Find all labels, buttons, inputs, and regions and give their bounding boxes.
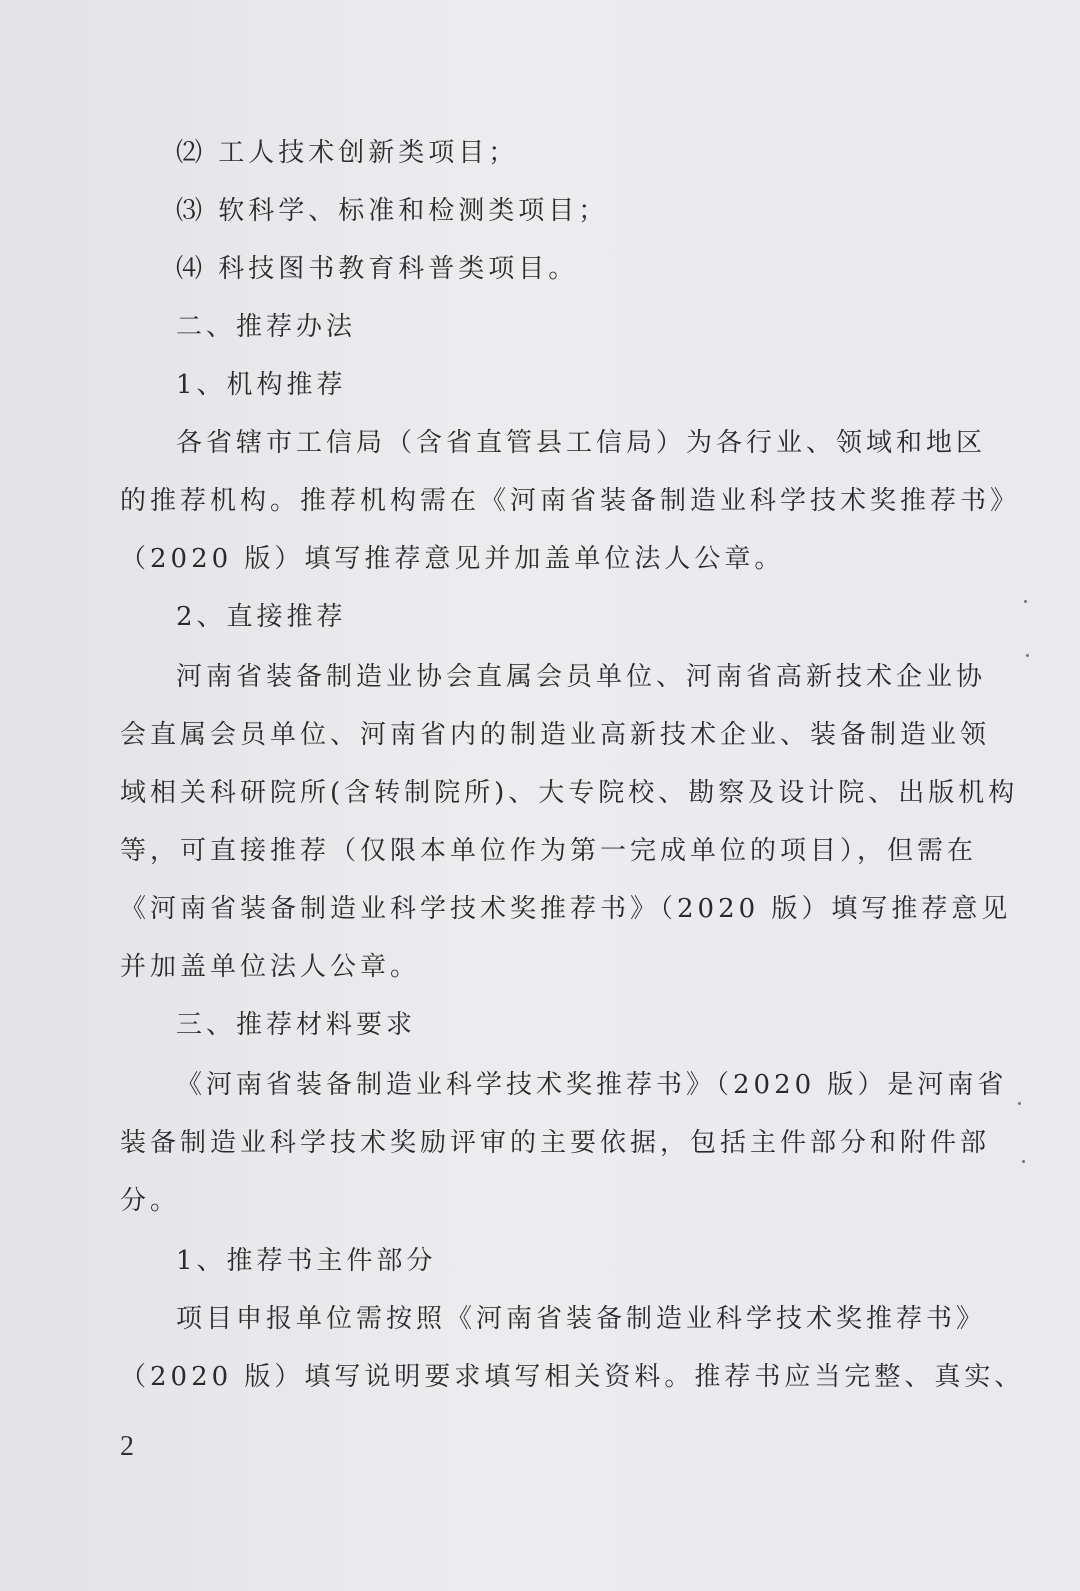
speck-mark — [1024, 600, 1027, 603]
section-heading-3: 三、推荐材料要求 — [176, 1010, 417, 1040]
paragraph-line: （2020 版）填写推荐意见并加盖单位法人公章。 — [120, 544, 785, 574]
list-item-4: ⑷ 科技图书教育科普类项目。 — [176, 254, 579, 284]
speck-mark — [1026, 654, 1029, 657]
paragraph-line: 《河南省装备制造业科学技术奖推荐书》（2020 版）填写推荐意见 — [120, 894, 1012, 924]
paragraph-line: 装备制造业科学技术奖励评审的主要依据，包括主件部分和附件部 — [120, 1128, 991, 1158]
paragraph-line: 会直属会员单位、河南省内的制造业高新技术企业、装备制造业领 — [120, 720, 991, 750]
paragraph-line: （2020 版）填写说明要求填写相关资料。推荐书应当完整、真实、 — [120, 1362, 1025, 1392]
paragraph-line: 各省辖市工信局（含省直管县工信局）为各行业、领域和地区 — [176, 428, 987, 458]
paragraph-line: 河南省装备制造业协会直属会员单位、河南省高新技术企业协 — [176, 662, 987, 692]
paragraph-line: 项目申报单位需按照《河南省装备制造业科学技术奖推荐书》 — [176, 1304, 987, 1334]
paragraph-line: 域相关科研院所(含转制院所)、大专院校、勘察及设计院、出版机构 — [120, 778, 1019, 808]
subheading-direct-recommendation: 2、直接推荐 — [176, 602, 347, 632]
paragraph-line: 分。 — [120, 1186, 181, 1216]
paragraph-line: 的推荐机构。推荐机构需在《河南省装备制造业科学技术奖推荐书》 — [120, 486, 1021, 516]
subheading-institution-recommendation: 1、机构推荐 — [176, 370, 347, 400]
subheading-main-part: 1、推荐书主件部分 — [176, 1246, 437, 1276]
paragraph-line: 并加盖单位法人公章。 — [120, 952, 421, 982]
list-item-3: ⑶ 软科学、标准和检测类项目； — [176, 196, 609, 226]
speck-mark — [1022, 1160, 1025, 1163]
paragraph-line: 等，可直接推荐（仅限本单位作为第一完成单位的项目），但需在 — [120, 836, 978, 866]
paragraph-line: 《河南省装备制造业科学技术奖推荐书》（2020 版）是河南省 — [176, 1070, 1008, 1100]
speck-mark — [1018, 1102, 1021, 1105]
page-number: 2 — [120, 1431, 134, 1462]
section-heading-2: 二、推荐办法 — [176, 312, 357, 342]
list-item-2: ⑵ 工人技术创新类项目； — [176, 138, 519, 168]
